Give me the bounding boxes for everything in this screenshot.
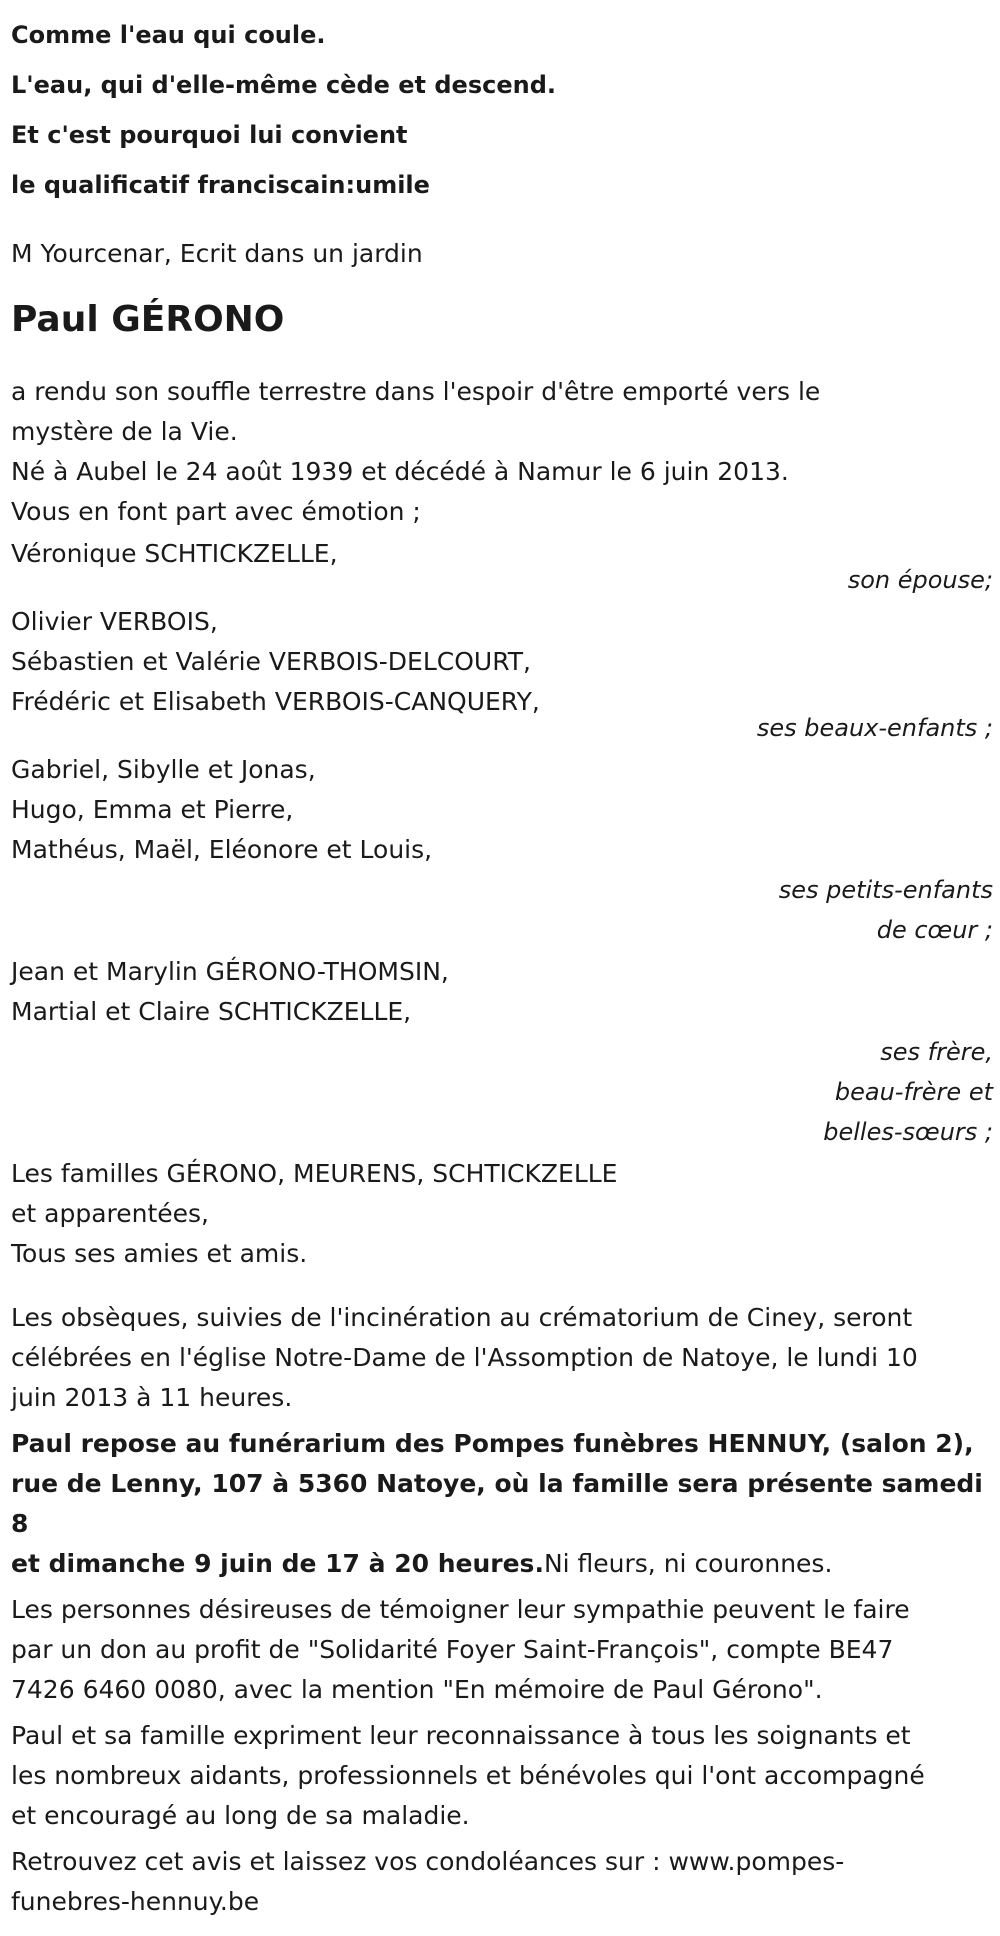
obituary-notice — [11, 0, 993, 1922]
family-siblings — [11, 952, 993, 1152]
family-stepchildren — [11, 602, 993, 748]
no-flowers: Ni fleurs, ni couronnes. — [543, 1549, 833, 1578]
website-info — [11, 1842, 993, 1922]
family-relation: beau-frère et — [834, 1078, 993, 1106]
poem-line: le qualificatif franciscain:umile — [11, 171, 430, 199]
text-line: célébrées en l'église Notre-Dame de l'Assomption de Natoye, le lundi 10 — [11, 1343, 918, 1372]
funeral-repose — [11, 1424, 993, 1584]
family-name: Mathéus, Maël, Eléonore et Louis, — [11, 835, 433, 864]
family-relation: son épouse; — [847, 566, 993, 594]
family-name: Tous ses amies et amis. — [11, 1239, 308, 1268]
website-link[interactable]: funebres-hennuy.be — [11, 1887, 260, 1916]
family-relation: ses frère, — [880, 1038, 993, 1066]
poem-line: Comme l'eau qui coule. — [11, 21, 326, 49]
poem — [11, 10, 993, 210]
poem-line: Et c'est pourquoi lui convient — [11, 121, 408, 149]
birth-death-line: Né à Aubel le 24 août 1939 et décédé à Namur le 6 juin 2013. — [11, 457, 789, 486]
text-line: Paul et sa famille expriment leur reconnaissance à tous les soignants et — [11, 1721, 911, 1750]
family-name: Frédéric et Elisabeth VERBOIS-CANQUERY, — [11, 687, 540, 716]
text-line: Paul repose au funérarium des Pompes funèbres HENNUY, (salon 2), — [11, 1429, 974, 1458]
donation-info — [11, 1590, 993, 1710]
text-line: 7426 6460 0080, avec la mention "En mémoire de Paul Gérono". — [11, 1675, 823, 1704]
text-line: juin 2013 à 11 heures. — [11, 1383, 293, 1412]
text-line: a rendu son souffle terrestre dans l'espoir d'être emporté vers le — [11, 377, 821, 406]
family-name: Hugo, Emma et Pierre, — [11, 795, 294, 824]
family-name: Gabriel, Sibylle et Jonas, — [11, 755, 316, 784]
poem-attribution: M Yourcenar, Ecrit dans un jardin — [11, 239, 423, 268]
text-line: et encouragé au long de sa maladie. — [11, 1801, 470, 1830]
family-name: et apparentées, — [11, 1199, 209, 1228]
repose-bold-tail: et dimanche 9 juin de 17 à 20 heures. — [11, 1549, 544, 1578]
family-relation: ses beaux-enfants ; — [756, 714, 993, 742]
text-line: Les obsèques, suivies de l'incinération au crématorium de Ciney, seront — [11, 1303, 913, 1332]
text-line — [11, 1544, 993, 1584]
family-name: Martial et Claire SCHTICKZELLE, — [11, 997, 412, 1026]
family-relation: belles-sœurs ; — [823, 1118, 993, 1146]
family-name: Véronique SCHTICKZELLE, — [11, 539, 338, 568]
text-line: les nombreux aidants, professionnels et bénévoles qui l'ont accompagné — [11, 1761, 925, 1790]
text-line: Retrouvez cet avis et laissez vos condoléances sur : www.pompes- — [11, 1847, 845, 1876]
notice-line: Vous en font part avec émotion ; — [11, 497, 421, 526]
thanks-info — [11, 1716, 993, 1836]
announcement-intro — [11, 372, 993, 452]
deceased-name: Paul GÉRONO — [11, 299, 285, 340]
family-others — [11, 1154, 993, 1274]
funeral-ceremony — [11, 1298, 993, 1418]
family-relation: de cœur ; — [876, 916, 993, 944]
family-name: Sébastien et Valérie VERBOIS-DELCOURT, — [11, 647, 531, 676]
text-line: Les personnes désireuses de témoigner leur sympathie peuvent le faire — [11, 1595, 910, 1624]
family-name: Olivier VERBOIS, — [11, 607, 218, 636]
family-relation: ses petits-enfants — [778, 876, 993, 904]
text-line: mystère de la Vie. — [11, 417, 238, 446]
family-name: Jean et Marylin GÉRONO-THOMSIN, — [11, 957, 449, 986]
text-line: rue de Lenny, 107 à 5360 Natoye, où la famille sera présente samedi 8 — [11, 1469, 983, 1538]
family-name: Les familles GÉRONO, MEURENS, SCHTICKZELLE — [11, 1159, 618, 1188]
family-grandchildren — [11, 750, 993, 950]
poem-line: L'eau, qui d'elle-même cède et descend. — [11, 71, 556, 99]
text-line: par un don au profit de "Solidarité Foyer Saint-François", compte BE47 — [11, 1635, 894, 1664]
family-spouse — [11, 534, 993, 600]
